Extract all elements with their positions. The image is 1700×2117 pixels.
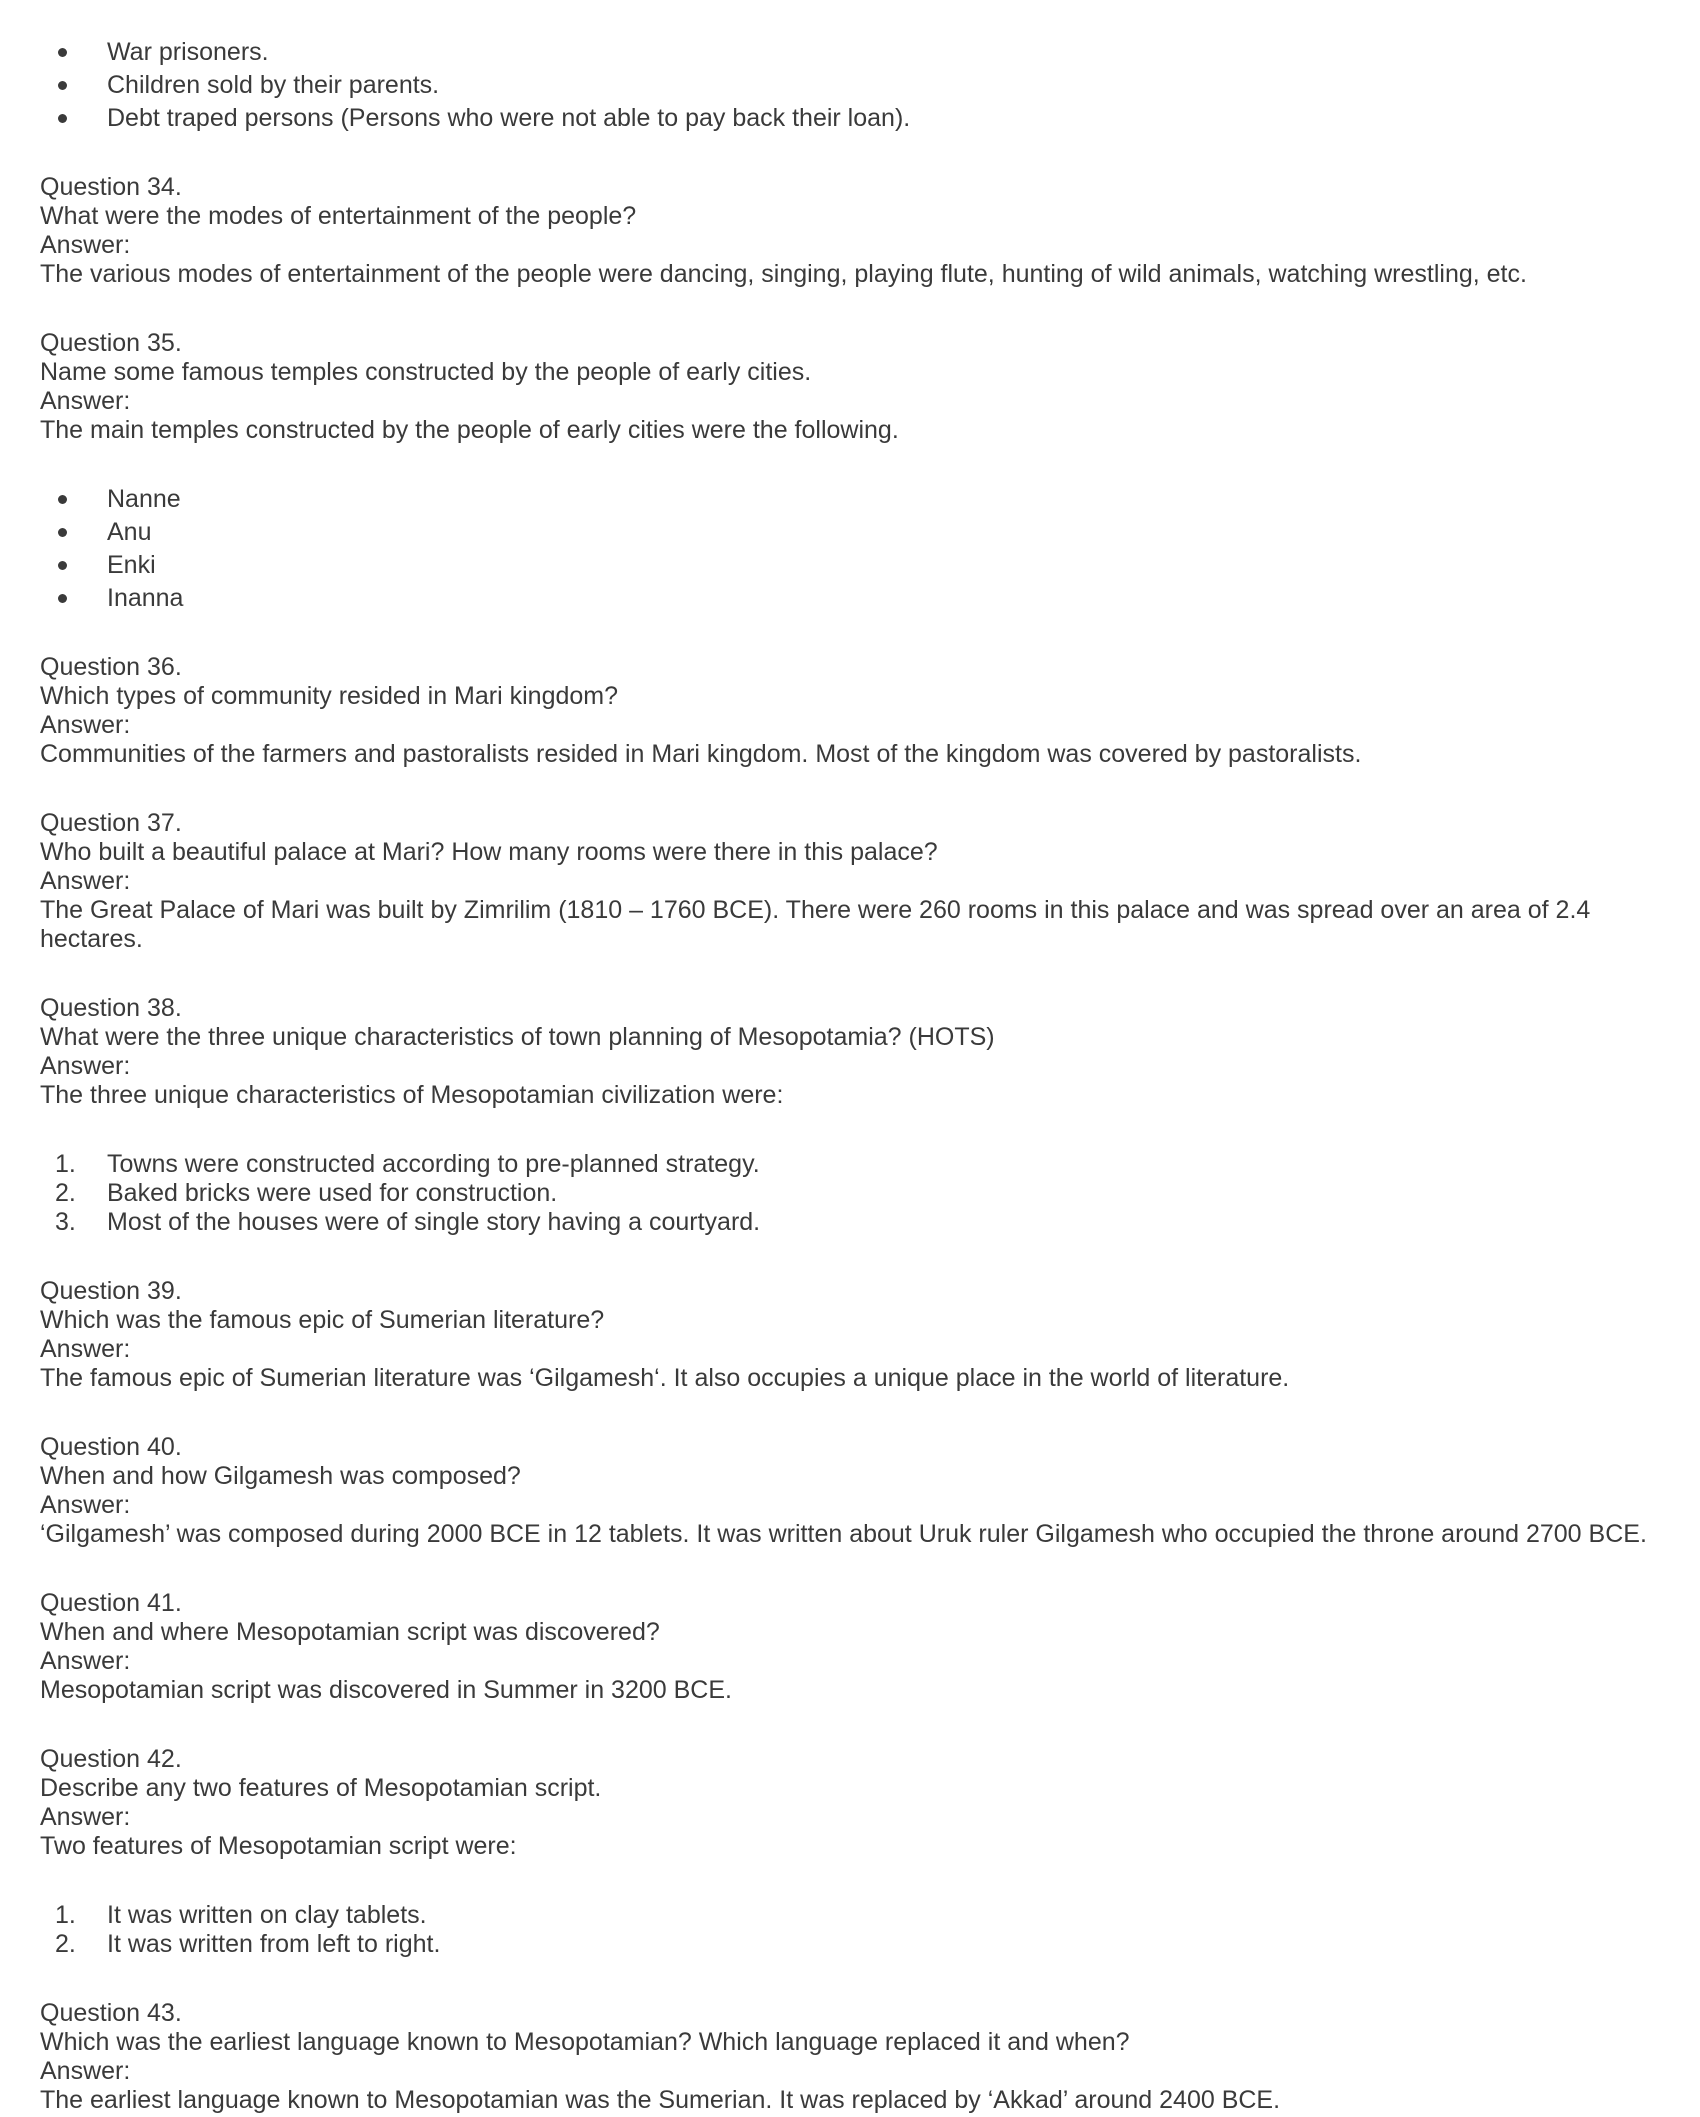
numbered-item bbox=[40, 1179, 1660, 1208]
bullet-item bbox=[40, 584, 1660, 613]
bullet-item-text: Children sold by their parents. bbox=[107, 71, 440, 99]
question-number: Question 34. bbox=[40, 173, 182, 201]
qa-block-question-39 bbox=[40, 1277, 1660, 1393]
qa-block-question-43 bbox=[40, 1999, 1660, 2115]
answer-label: Answer: bbox=[40, 867, 131, 895]
question-number: Question 41. bbox=[40, 1589, 182, 1617]
question-text: When and how Gilgamesh was composed? bbox=[40, 1462, 521, 1490]
bullet-item bbox=[40, 104, 1660, 133]
numbered-item-text: Most of the houses were of single story having a courtyard. bbox=[107, 1208, 761, 1236]
numbered-item bbox=[40, 1930, 1660, 1959]
numbered-item bbox=[40, 1208, 1660, 1237]
qa-block-question-37 bbox=[40, 809, 1660, 954]
qa-block-question-42 bbox=[40, 1745, 1660, 1861]
town-planning-numbered-list bbox=[40, 1150, 1660, 1237]
bullet-item bbox=[40, 485, 1660, 514]
qa-block-question-34 bbox=[40, 173, 1660, 289]
question-number: Question 38. bbox=[40, 994, 182, 1022]
numbered-item-text: Baked bricks were used for construction. bbox=[107, 1179, 558, 1207]
question-text: When and where Mesopotamian script was discovered? bbox=[40, 1618, 660, 1646]
answer-text: The various modes of entertainment of the people were dancing, singing, playing flute, hunting of wild animals, watching wrestling, etc. bbox=[40, 260, 1527, 288]
bullet-item-text: Anu bbox=[107, 518, 152, 546]
question-text: What were the three unique characteristics of town planning of Mesopotamia? (HOTS) bbox=[40, 1023, 995, 1051]
bullet-item-text: Nanne bbox=[107, 485, 181, 513]
question-number: Question 36. bbox=[40, 653, 182, 681]
bullet-item-text: Enki bbox=[107, 551, 156, 579]
answer-text: Two features of Mesopotamian script were: bbox=[40, 1832, 517, 1860]
qa-block-question-40 bbox=[40, 1433, 1660, 1549]
answer-label: Answer: bbox=[40, 711, 131, 739]
answer-text: Communities of the farmers and pastoralists resided in Mari kingdom. Most of the kingdom was covered by pastoralists. bbox=[40, 740, 1362, 768]
bullet-item bbox=[40, 71, 1660, 100]
answer-label: Answer: bbox=[40, 387, 131, 415]
numbered-item-text: It was written from left to right. bbox=[107, 1930, 441, 1958]
qa-block-question-41 bbox=[40, 1589, 1660, 1705]
qa-block-question-38 bbox=[40, 994, 1660, 1110]
answer-label: Answer: bbox=[40, 231, 131, 259]
question-number: Question 42. bbox=[40, 1745, 182, 1773]
qa-block-question-36 bbox=[40, 653, 1660, 769]
intro-bullet-list bbox=[40, 38, 1660, 133]
answer-text: The earliest language known to Mesopotamian was the Sumerian. It was replaced by ‘Akkad’ around 2400 BCE. bbox=[40, 2086, 1281, 2114]
bullet-item-text: War prisoners. bbox=[107, 38, 269, 66]
answer-text: The three unique characteristics of Mesopotamian civilization were: bbox=[40, 1081, 784, 1109]
bullet-item bbox=[40, 38, 1660, 67]
bullet-item-text: Inanna bbox=[107, 584, 184, 612]
question-text: Who built a beautiful palace at Mari? How many rooms were there in this palace? bbox=[40, 838, 938, 866]
bullet-item bbox=[40, 518, 1660, 547]
qa-block-question-35 bbox=[40, 329, 1660, 445]
question-text: Which was the earliest language known to Mesopotamian? Which language replaced it and when? bbox=[40, 2028, 1130, 2056]
question-number: Question 35. bbox=[40, 329, 182, 357]
numbered-item bbox=[40, 1901, 1660, 1930]
question-number: Question 40. bbox=[40, 1433, 182, 1461]
question-number: Question 37. bbox=[40, 809, 182, 837]
numbered-item bbox=[40, 1150, 1660, 1179]
numbered-item-text: It was written on clay tablets. bbox=[107, 1901, 427, 1929]
answer-label: Answer: bbox=[40, 1803, 131, 1831]
question-text: Name some famous temples constructed by the people of early cities. bbox=[40, 358, 812, 386]
question-text: What were the modes of entertainment of the people? bbox=[40, 202, 637, 230]
question-text: Which types of community resided in Mari kingdom? bbox=[40, 682, 619, 710]
answer-label: Answer: bbox=[40, 1335, 131, 1363]
answer-text: ‘Gilgamesh’ was composed during 2000 BCE in 12 tablets. It was written about Uruk ruler Gilgamesh who occupied the throne around 2700 BCE. bbox=[40, 1520, 1647, 1548]
bullet-item bbox=[40, 551, 1660, 580]
answer-label: Answer: bbox=[40, 1647, 131, 1675]
question-text: Which was the famous epic of Sumerian literature? bbox=[40, 1306, 605, 1334]
answer-label: Answer: bbox=[40, 1491, 131, 1519]
answer-text: Mesopotamian script was discovered in Summer in 3200 BCE. bbox=[40, 1676, 732, 1704]
answer-text: The main temples constructed by the people of early cities were the following. bbox=[40, 416, 899, 444]
script-features-numbered-list bbox=[40, 1901, 1660, 1959]
question-number: Question 39. bbox=[40, 1277, 182, 1305]
numbered-item-text: Towns were constructed according to pre-planned strategy. bbox=[107, 1150, 760, 1178]
question-number: Question 43. bbox=[40, 1999, 182, 2027]
temples-bullet-list bbox=[40, 485, 1660, 613]
bullet-item-text: Debt traped persons (Persons who were not able to pay back their loan). bbox=[107, 104, 911, 132]
answer-text: The famous epic of Sumerian literature was ‘Gilgamesh‘. It also occupies a unique place in the world of literature. bbox=[40, 1364, 1290, 1392]
answer-label: Answer: bbox=[40, 2057, 131, 2085]
question-text: Describe any two features of Mesopotamian script. bbox=[40, 1774, 602, 1802]
answer-label: Answer: bbox=[40, 1052, 131, 1080]
answer-text: The Great Palace of Mari was built by Zimrilim (1810 – 1760 BCE). There were 260 rooms in this palace and was spread over an area of 2.4 hectares. bbox=[40, 896, 1591, 953]
